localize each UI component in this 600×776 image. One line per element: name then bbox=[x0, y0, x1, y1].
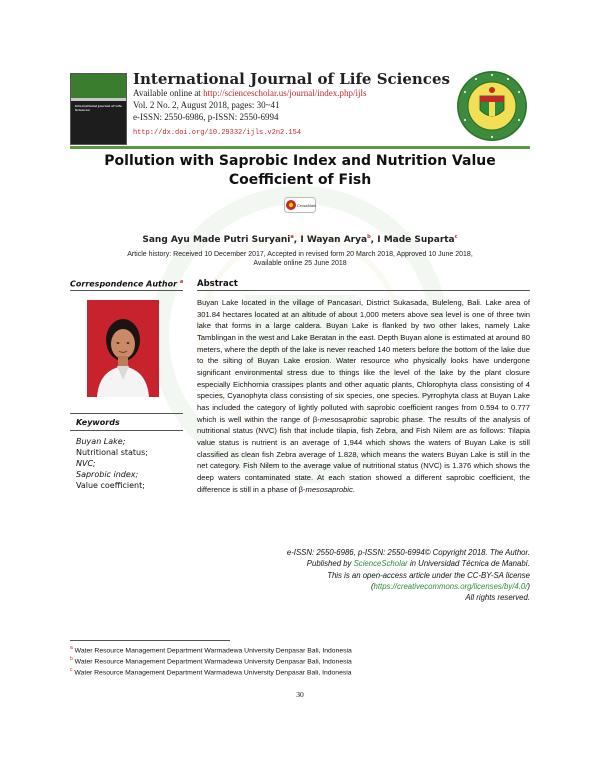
history-line: Article history: Received 10 December 2017, Accepted in revised form 20 March 2018, Approved 10 June 2018, bbox=[127, 251, 473, 258]
crossmark-label: CrossMark bbox=[297, 203, 316, 208]
issn-line: e-ISSN: 2550-6986, p-ISSN: 2550-6994 bbox=[133, 112, 279, 122]
crossmark-icon[interactable] bbox=[284, 197, 316, 213]
history-line: Available online 25 June 2018 bbox=[253, 260, 347, 267]
footnote: $^a$ Water Resource Management Department Warmadewa University Denpasar Bali, Indonesia bbox=[70, 645, 352, 655]
keyword: NVC; bbox=[76, 459, 96, 468]
rights-line: All rights reserved. bbox=[465, 593, 530, 603]
journal-url-link[interactable]: http://sciencescholar.us/journal/index.php/ijls bbox=[203, 88, 367, 98]
author-name: Sang Ayu Made Putri Suryani bbox=[142, 235, 291, 245]
volume-line: Vol. 2 No. 2, August 2018, pages: 30~41 bbox=[133, 100, 280, 110]
author-photo bbox=[87, 300, 159, 397]
license-link[interactable]: https://creativecommons.org/licenses/by/4.0/ bbox=[373, 581, 528, 591]
cover-text: International Journal of Life Sciences bbox=[75, 104, 122, 112]
correspondence-heading: Correspondence Author $^a$ bbox=[70, 279, 184, 289]
keyword: Nutritional status; bbox=[76, 448, 148, 457]
copyright-line: e-ISSN: 2550-6986, p-ISSN: 2550-6994© Copyright 2018. The Author. bbox=[286, 548, 530, 557]
license-line: This is an open-access article under the CC-BY-SA license bbox=[327, 570, 530, 580]
doi-line bbox=[133, 129, 301, 137]
divider bbox=[70, 290, 183, 291]
university-seal-icon bbox=[456, 70, 528, 142]
journal-title: International Journal of Life Sciences bbox=[133, 70, 450, 88]
publisher-line: Published by ScienceScholar in Universidad Técnica de Manabí. bbox=[306, 559, 530, 569]
keyword: Value coefficient; bbox=[76, 481, 145, 490]
journal-cover-thumbnail bbox=[70, 73, 127, 145]
author-name: I Wayan Arya bbox=[300, 235, 368, 245]
copyright-block bbox=[256, 547, 530, 603]
author-name: I Made Suparta bbox=[377, 235, 455, 245]
author-affiliation-mark: c bbox=[454, 234, 458, 240]
header-divider bbox=[70, 146, 530, 149]
keyword: Saprobic index; bbox=[76, 470, 139, 479]
abstract-body: Buyan Lake located in the village of Pancasari, District Sukasada, Buleleng, Bali. Lake area of 301.84 hectares located at an altitude of about 1,000 meters above sea level is one of three twin lake that forms in a large caldera. Buyan Lake is flanked by two other lakes, namely Lake Tamblingan in the west and Lake Beratan in the east. Depth Buyan alone is estimated at around 80 meters, where the depth of the lake is never reached 140 meters before the bottom of the lake due to the silting of Buyan Lake erosion. Water resource who physically looks have undergone significant environmental stress due to things like the level of the lake by the plant closure especially Eichhornia crassipes plants and other aquatic plants, Chlorophyta class consisting of 4 species, Cyanophyta class consisting of six species, one species. Pyrrophyta class at Buyan Lake has included the category of lightly polluted with saprobic coefficient ranges from 0.594 to 0.777 which is well within the range of β-mesosaprobic saprobic phase. The results of the analysis of nutritional status (NVC) fish that include tilapia, fish Zebra, and Fish Nilem are as follows: Tilapia value status is nutrient is an average of 1,944 which shows the waters of Buyan Lake is still classified as clean fish Zebra average of 1.828, which means the waters Buyan Lake is still in the net category. Fish Nilem to the average value of nutritional status (NVC) is 1.376 which shows the deep waters contaminated state. At each station showed a different saprobic coefficient, the difference is still in a phase of β-mesosaprobic. bbox=[197, 298, 531, 494]
doi-link[interactable]: http://dx.doi.org/10.29332/ijls.v2n2.154 bbox=[133, 129, 302, 137]
keywords-heading: Keywords bbox=[76, 418, 120, 427]
article-history bbox=[110, 250, 490, 268]
keyword: Buyan Lake; bbox=[76, 437, 126, 446]
publisher-link[interactable]: ScienceScholar bbox=[353, 559, 408, 569]
divider bbox=[70, 413, 183, 414]
page-number: 30 bbox=[296, 690, 304, 699]
footnote: $^b$ Water Resource Management Department Warmadewa University Denpasar Bali, Indonesia bbox=[70, 656, 352, 666]
footnote-divider bbox=[70, 640, 230, 641]
footnote: $^c$ Water Resource Management Department Warmadewa University Denpasar Bali, Indonesia bbox=[70, 667, 352, 677]
divider bbox=[197, 290, 530, 291]
abstract-heading: Abstract bbox=[197, 279, 238, 289]
keyword-list bbox=[76, 436, 148, 491]
author-affiliation-mark: b bbox=[367, 234, 371, 240]
author-list: Sang Ayu Made Putri Suryani$^a$, I Wayan Arya$^b$, I Made Suparta$^c$ bbox=[142, 234, 458, 245]
license-url-line: (https://creativecommons.org/licenses/by/4.0/) bbox=[370, 581, 530, 591]
author-affiliation-mark: a bbox=[290, 234, 294, 240]
available-online-line: Available online at http://sciencescholar.us/journal/index.php/ijls bbox=[133, 88, 367, 98]
divider bbox=[70, 430, 183, 431]
article-title: Pollution with Saprobic Index and Nutrition Value Coefficient of Fish bbox=[104, 153, 496, 188]
